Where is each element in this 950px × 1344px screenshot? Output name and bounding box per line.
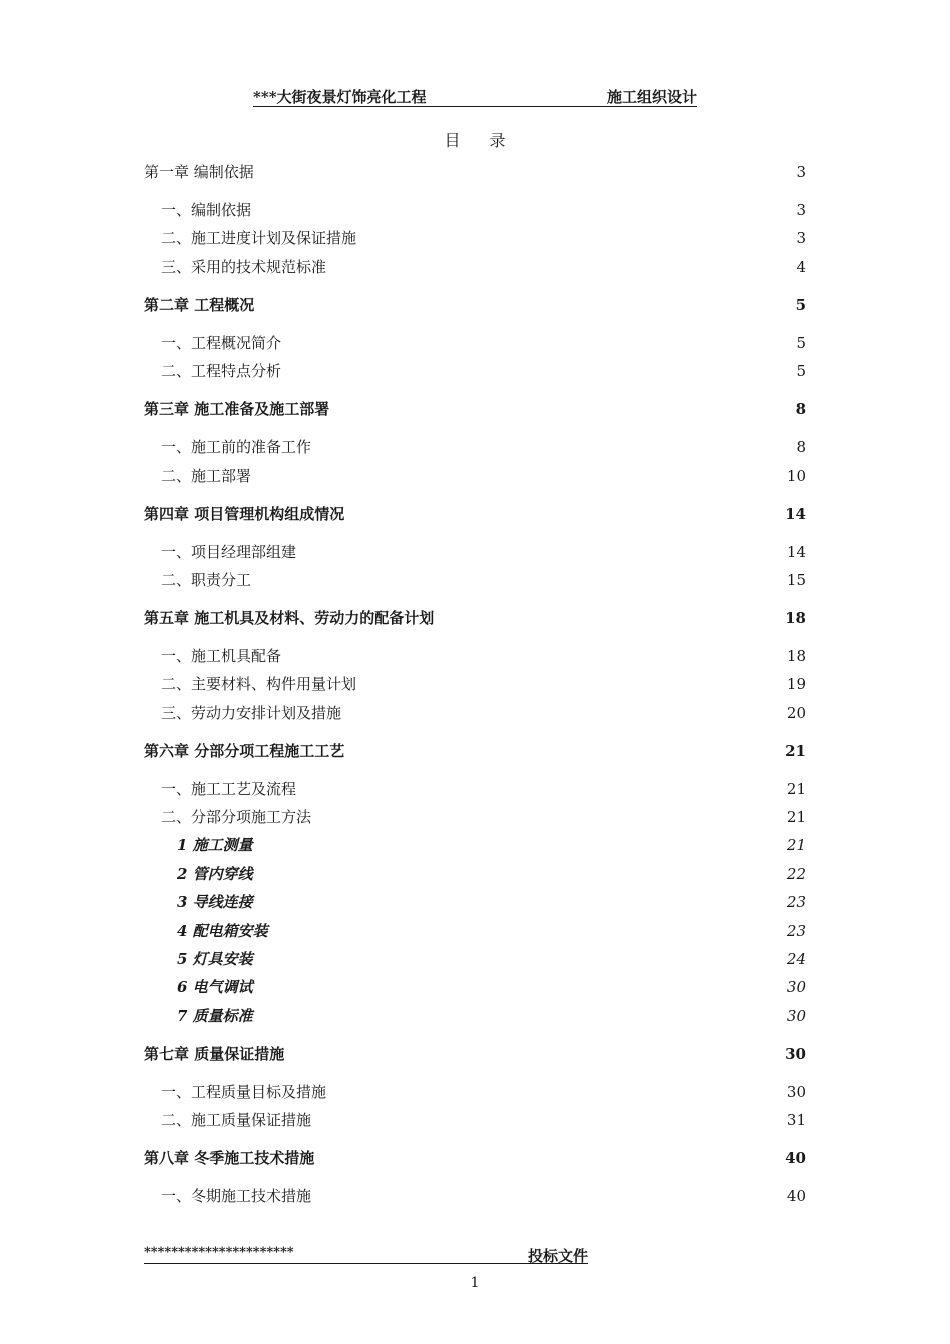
toc-chapter-row bbox=[144, 739, 806, 763]
toc-entry-page: 23 bbox=[786, 893, 806, 911]
toc-entry-page: 20 bbox=[786, 704, 806, 722]
toc-entry-page: 3 bbox=[796, 201, 806, 219]
toc-entry-row bbox=[144, 833, 806, 857]
toc-entry-page: 40 bbox=[786, 1187, 806, 1205]
toc-entry-row bbox=[144, 255, 806, 279]
toc-entry-page: 3 bbox=[796, 229, 806, 247]
toc-entry-row bbox=[144, 359, 806, 383]
toc-entry-row bbox=[144, 540, 806, 564]
toc-entry-page: 31 bbox=[786, 1111, 806, 1129]
toc-entry-page: 30 bbox=[786, 1083, 806, 1101]
toc-chapter-row bbox=[144, 502, 806, 526]
toc-entry-page: 4 bbox=[796, 258, 806, 276]
toc-entry-page: 22 bbox=[786, 865, 806, 883]
toc-entry-label: 3 导线连接 bbox=[177, 893, 253, 911]
footer-company-mask: ********************** bbox=[144, 1245, 294, 1260]
toc-entry-page: 24 bbox=[786, 950, 806, 968]
toc-entry-label: 二、分部分项施工方法 bbox=[161, 808, 312, 826]
toc-entry-label: 一、冬期施工技术措施 bbox=[161, 1187, 312, 1205]
page-header bbox=[253, 86, 697, 107]
toc-entry-row bbox=[144, 1080, 806, 1104]
header-document-type: 施工组织设计 bbox=[606, 88, 697, 106]
toc-entry-row bbox=[144, 672, 806, 696]
toc-entry-row bbox=[144, 1108, 806, 1132]
toc-entry-row bbox=[144, 435, 806, 459]
toc-entry-page: 30 bbox=[786, 1007, 806, 1025]
toc-entry-label: 4 配电箱安装 bbox=[177, 922, 268, 940]
toc-entry-label: 6 电气调试 bbox=[177, 978, 253, 996]
footer-document-type: 投标文件 bbox=[527, 1247, 588, 1265]
toc-entry-page: 19 bbox=[786, 675, 806, 693]
toc-entry-label: 5 灯具安装 bbox=[177, 950, 253, 968]
toc-entry-label: 第五章 施工机具及材料、劳动力的配备计划 bbox=[144, 609, 435, 627]
toc-entry-label: 第六章 分部分项工程施工工艺 bbox=[144, 742, 345, 760]
toc-entry-page: 10 bbox=[786, 467, 806, 485]
toc-entry-row bbox=[144, 975, 806, 999]
toc-entry-label: 第二章 工程概况 bbox=[144, 296, 255, 314]
toc-entry-page: 23 bbox=[786, 922, 806, 940]
toc-entry-page: 21 bbox=[786, 780, 806, 798]
toc-entry-label: 一、工程概况简介 bbox=[161, 334, 282, 352]
toc-entry-row bbox=[144, 805, 806, 829]
toc-entry-row bbox=[144, 1004, 806, 1028]
toc-entry-label: 一、施工机具配备 bbox=[161, 647, 282, 665]
toc-entry-row bbox=[144, 331, 806, 355]
toc-entry-page: 3 bbox=[796, 163, 806, 181]
toc-entry-label: 二、施工进度计划及保证措施 bbox=[161, 229, 357, 247]
toc-entry-label: 一、项目经理部组建 bbox=[161, 543, 297, 561]
toc-entry-page: 18 bbox=[785, 609, 806, 627]
toc-entry-row bbox=[144, 947, 806, 971]
toc-entry-row bbox=[144, 919, 806, 943]
toc-chapter-row bbox=[144, 397, 806, 421]
toc-entry-row bbox=[144, 701, 806, 725]
toc-entry-row bbox=[144, 464, 806, 488]
toc-entry-page: 8 bbox=[796, 438, 806, 456]
toc-entry-label: 三、劳动力安排计划及措施 bbox=[161, 704, 342, 722]
toc-entry-page: 21 bbox=[785, 742, 806, 760]
toc-entry-label: 二、施工部署 bbox=[161, 467, 252, 485]
toc-entry-label: 二、施工质量保证措施 bbox=[161, 1111, 312, 1129]
toc-entry-label: 二、职责分工 bbox=[161, 571, 252, 589]
toc-entry-label: 一、工程质量目标及措施 bbox=[161, 1083, 327, 1101]
toc-entry-label: 一、编制依据 bbox=[161, 201, 252, 219]
toc-entry-label: 7 质量标准 bbox=[177, 1007, 253, 1025]
toc-chapter-row bbox=[144, 1042, 806, 1066]
page-footer bbox=[144, 1245, 588, 1264]
toc-entry-page: 5 bbox=[795, 296, 806, 314]
toc-chapter-row bbox=[144, 160, 806, 184]
toc-entry-label: 第一章 编制依据 bbox=[144, 163, 254, 181]
toc-entry-row bbox=[144, 568, 806, 592]
toc-entry-page: 5 bbox=[796, 334, 806, 352]
toc-entry-row bbox=[144, 198, 806, 222]
toc-entry-page: 21 bbox=[786, 808, 806, 826]
toc-chapter-row bbox=[144, 606, 806, 630]
toc-entry-page: 18 bbox=[786, 647, 806, 665]
toc-entry-page: 5 bbox=[796, 362, 806, 380]
toc-entry-row bbox=[144, 226, 806, 250]
toc-entry-row bbox=[144, 777, 806, 801]
toc-entry-label: 第四章 项目管理机构组成情况 bbox=[144, 505, 345, 523]
toc-entry-page: 40 bbox=[785, 1149, 806, 1167]
toc-entry-page: 14 bbox=[786, 543, 806, 561]
toc-entry-label: 一、施工前的准备工作 bbox=[161, 438, 312, 456]
toc-title: 目 录 bbox=[444, 131, 518, 150]
toc-entry-label: 一、施工工艺及流程 bbox=[161, 780, 297, 798]
toc-entry-page: 21 bbox=[786, 836, 806, 854]
toc-entry-page: 30 bbox=[785, 1045, 806, 1063]
toc-entry-row bbox=[144, 644, 806, 668]
toc-entry-page: 8 bbox=[795, 400, 806, 418]
toc-entry-label: 第三章 施工准备及施工部署 bbox=[144, 400, 330, 418]
toc-entry-label: 1 施工测量 bbox=[177, 836, 253, 854]
toc-entry-label: 2 管内穿线 bbox=[177, 865, 253, 883]
toc-entry-label: 二、工程特点分析 bbox=[161, 362, 282, 380]
toc-entry-label: 二、主要材料、构件用量计划 bbox=[161, 675, 357, 693]
page-number: 1 bbox=[470, 1275, 480, 1291]
toc-chapter-row bbox=[144, 1146, 806, 1170]
toc-entry-row bbox=[144, 1184, 806, 1208]
toc-entry-row bbox=[144, 862, 806, 886]
toc-entry-row bbox=[144, 890, 806, 914]
toc-entry-label: 三、采用的技术规范标准 bbox=[161, 258, 327, 276]
toc-entry-page: 30 bbox=[786, 978, 806, 996]
toc-entry-label: 第七章 质量保证措施 bbox=[144, 1045, 285, 1063]
toc-chapter-row bbox=[144, 293, 806, 317]
toc-entry-page: 15 bbox=[786, 571, 806, 589]
toc-entry-label: 第八章 冬季施工技术措施 bbox=[144, 1149, 315, 1167]
toc-entry-page: 14 bbox=[785, 505, 806, 523]
header-project-title: ***大街夜景灯饰亮化工程 bbox=[253, 88, 427, 106]
